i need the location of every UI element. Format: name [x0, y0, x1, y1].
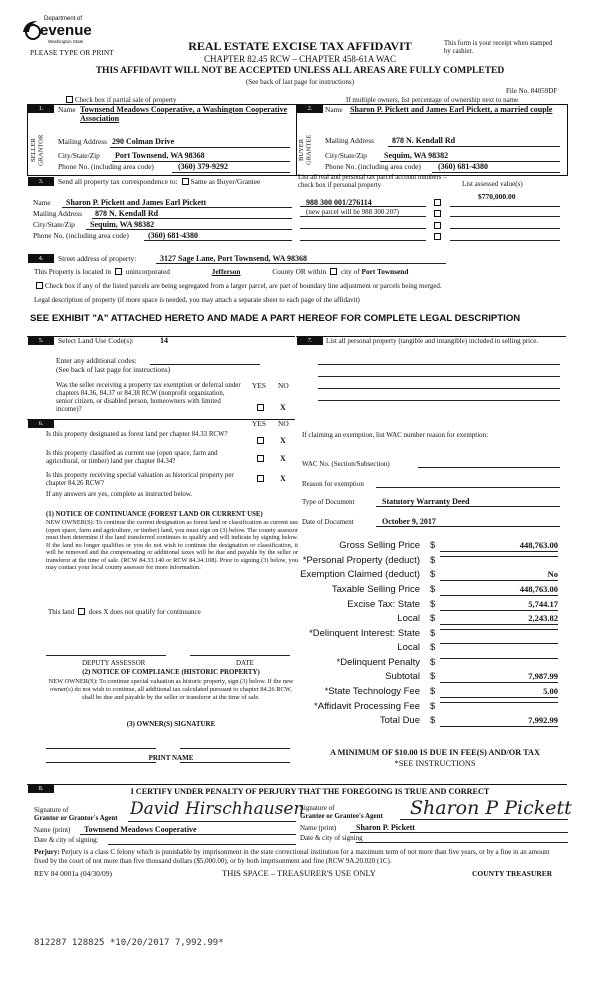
corr-mail-field[interactable]: 878 N. Kendall Rd: [95, 209, 159, 218]
street-field[interactable]: 3127 Sage Lane, Port Townsend, WA 98368: [160, 254, 307, 263]
parcel-number-1[interactable]: 988 300 001/276114: [306, 198, 372, 207]
parcel-header: List all real and personal tax parcel account numbers – check box if personal property: [298, 174, 447, 189]
continuance-checkbox[interactable]: [78, 608, 85, 615]
receipt-note: This form is your receipt when stamped by cashier.: [444, 40, 553, 55]
cashier-stamp: 812287 128825 *10/20/2017 7,992.99*: [34, 938, 224, 948]
seller-name-field[interactable]: Townsend Meadows Cooperative, a Washington Cooperative Association: [80, 105, 288, 124]
fee-gross-selling-price: Gross Selling Price $ 448,763.00: [339, 540, 558, 551]
partial-sale-row: Check box if partial sale of property: [64, 96, 176, 104]
assessed-header: List assessed value(s): [462, 180, 523, 188]
fee-taxable-selling-price: Taxable Selling Price $ 448,763.00: [331, 584, 558, 595]
doc-type-label: Type of Document: [302, 498, 355, 506]
form-title: REAL ESTATE EXCISE TAX AFFIDAVIT: [188, 39, 412, 53]
seller-mail-field[interactable]: 290 Colman Drive: [112, 137, 175, 146]
owner-signature-label: (3) OWNER(S) SIGNATURE: [126, 720, 216, 728]
deputy-assessor-label: DEPUTY ASSESSOR: [82, 659, 146, 667]
logo-state: Washington State: [48, 39, 84, 44]
logo-dept: Department of: [44, 16, 83, 22]
personal-property-checkbox-4[interactable]: [434, 233, 441, 240]
grantee-signature[interactable]: Sharon P Pickett: [410, 797, 572, 819]
reason-label: Reason for exemption: [302, 480, 364, 488]
minimum-note: A MINIMUM OF $10.00 IS DUE IN FEE(S) AND/OR TAX: [329, 748, 541, 757]
land-use-label: Select Land Use Code(s):: [58, 336, 134, 345]
buyer-city-label: City/State/Zip: [325, 151, 367, 160]
buyer-mail-field[interactable]: 878 N. Kendall Rd: [392, 136, 456, 145]
form-revision: REV 84 0001a (04/30/09): [34, 869, 112, 878]
seller-phone-label: Phone No. (including area code): [58, 162, 154, 171]
sec5-yes-header: YES: [252, 381, 266, 390]
fee-total-due: Total Due $ 7,992.99: [379, 715, 558, 726]
logo-swoosh-icon: [20, 18, 42, 40]
forest-no-answer[interactable]: X: [280, 436, 286, 445]
forest-yes-checkbox[interactable]: [257, 437, 264, 444]
form-see-back: (See back of last page for instructions): [245, 78, 355, 86]
grantor-signature[interactable]: David Hirschhausen: [130, 799, 305, 819]
current-use-question: Is this property classified as current use (open space, farm and agricultural, or timber) land per chapter 84.34?: [46, 450, 218, 465]
grantor-sig-label-2: Grantor or Grantor's Agent: [34, 814, 118, 822]
notice-compliance-title: (2) NOTICE OF COMPLIANCE (HISTORIC PROPERTY): [82, 669, 260, 676]
doc-date-field[interactable]: October 9, 2017: [382, 517, 436, 526]
city-field[interactable]: Port Townsend: [361, 267, 409, 276]
corr-city-field[interactable]: Sequim, WA 98382: [90, 220, 155, 229]
land-use-code-field[interactable]: 14: [160, 336, 168, 345]
print-note: PLEASE TYPE OR PRINT: [30, 48, 114, 57]
grantee-sig-label: Signature of: [300, 804, 335, 812]
location-row: This Property is located in unincorporated Jefferson County OR within city of Port Townsend: [34, 267, 409, 276]
grantee-sig-label-2: Grantee or Grantee's Agent: [300, 812, 383, 820]
corr-name-field[interactable]: Sharon P. Pickett and James Earl Pickett: [66, 198, 207, 207]
buyer-name-label: Name: [325, 105, 343, 114]
fee-personal-property: *Personal Property (deduct) $: [300, 556, 560, 570]
sec6-no-header: NO: [278, 419, 289, 428]
tax-corr-label: Send all property tax correspondence to: Same as Buyer/Grantee: [58, 177, 261, 186]
fee-excise-tax-state: Excise Tax: State $ 5,744.17: [347, 599, 558, 610]
seller-name-label: Name: [58, 105, 76, 114]
fee-delinquent-penalty: *Delinquent Penalty $: [300, 658, 560, 672]
notice-continuance-title: (1) NOTICE OF CONTINUANCE (FOREST LAND OR CURRENT USE): [46, 511, 263, 518]
historic-yes-checkbox[interactable]: [257, 475, 264, 482]
city-checkbox[interactable]: [330, 268, 337, 275]
buyer-phone-label: Phone No. (including area code): [325, 162, 421, 171]
fee-exemption-claimed: Exemption Claimed (deduct) $ No: [300, 569, 558, 580]
grantor-name-label: Name (print): [34, 826, 71, 834]
segregated-checkbox[interactable]: [36, 282, 43, 289]
sec5-no-header: NO: [278, 381, 289, 390]
grantor-sig-label: Signature of: [34, 806, 69, 814]
perjury-notice: Perjury: Perjury is a class C felony which is punishable by imprisonment in the state correctional institution for a maximum term of not more than five years, or by a fine in an amount fixed by the court of not more than five thousand dollars ($5,000.00), or by both imprisonment and fine (RCW 9A.20.020 (1C).: [34, 848, 550, 866]
multiple-owners-note: If multiple owners, list percentage of ownership next to name: [346, 96, 519, 104]
unincorporated-checkbox[interactable]: [115, 268, 122, 275]
buyer-city-field[interactable]: Sequim, WA 98382: [384, 151, 449, 160]
street-label: Street address of property:: [58, 254, 137, 263]
county-field[interactable]: Jefferson: [211, 267, 241, 276]
doc-type-field[interactable]: Statutory Warranty Deed: [382, 497, 470, 506]
grantor-date-label: Date & city of signing:: [34, 836, 99, 844]
logo-name: evenue: [40, 22, 92, 39]
treasurer-space-label: THIS SPACE – TREASURER'S USE ONLY: [222, 868, 376, 878]
section-4-tag: 4.: [28, 254, 54, 263]
buyer-name-field[interactable]: Sharon P. Pickett and James Earl Pickett, a married couple: [350, 105, 553, 114]
grantee-name-field[interactable]: Sharon P. Pickett: [356, 823, 415, 832]
seller-mail-label: Mailing Address: [58, 137, 108, 146]
corr-name-label: Name: [33, 198, 51, 207]
corr-mail-label: Mailing Address: [33, 209, 83, 218]
corr-phone-field[interactable]: (360) 681-4380: [148, 231, 198, 240]
personal-property-label: List all personal property (tangible and intangible) included in selling price.: [326, 337, 539, 345]
section-8-tag: 8.: [28, 784, 54, 793]
forest-question: Is this property designated as forest land per chapter 84.33 RCW?: [46, 431, 228, 438]
seller-phone-field[interactable]: (360) 379-9292: [178, 162, 228, 171]
fee-affidavit-processing: *Affidavit Processing Fee $: [300, 702, 560, 716]
historic-question: Is this property receiving special valuation as historical property per chapter 84.26 RCW?: [46, 472, 234, 487]
current-use-no-answer[interactable]: X: [280, 454, 286, 463]
form-warning: THIS AFFIDAVIT WILL NOT BE ACCEPTED UNLESS ALL AREAS ARE FULLY COMPLETED: [95, 66, 505, 76]
parcel-note: (new parcel will be 988 300 207): [306, 208, 399, 216]
sec6-yes-header: YES: [252, 419, 266, 428]
corr-phone-label: Phone No. (including area code): [33, 231, 129, 240]
grantor-name-field[interactable]: Townsend Meadows Cooperative: [84, 825, 197, 834]
grantee-date-label: Date & city of signing: [300, 834, 363, 842]
buyer-mail-label: Mailing Address: [325, 136, 375, 145]
grantee-name-label: Name (print): [300, 824, 337, 832]
fee-delinquent-interest-state: *Delinquent Interest: State $: [300, 629, 560, 643]
if-yes-note: If any answers are yes, complete as instructed below.: [46, 491, 193, 498]
partial-sale-checkbox[interactable]: [66, 96, 73, 103]
section-1-tag: 1.: [28, 104, 54, 113]
print-name-label: PRINT NAME: [148, 754, 194, 762]
personal-property-checkbox-2[interactable]: [434, 210, 441, 217]
file-number: File No. 84059DF: [506, 87, 558, 95]
see-instructions: *SEE INSTRUCTIONS: [394, 759, 476, 768]
current-use-yes-checkbox[interactable]: [257, 455, 264, 462]
exempt-question: Was the seller receiving a property tax exemption or deferral under chapters 84.36, 84.37 or 84.38 RCW (nonprofit organization, senior citizen, or disabled person, homeowners with limited income)?: [56, 382, 241, 413]
historic-no-answer[interactable]: X: [280, 474, 286, 483]
exemption-label: If claiming an exemption, list WAC number reason for exemption:: [302, 431, 489, 439]
same-as-buyer-checkbox[interactable]: [182, 178, 189, 185]
assessed-value-1[interactable]: $770,000.00: [478, 192, 516, 201]
exempt-no-answer[interactable]: X: [280, 403, 286, 412]
section-3-tag: 3.: [28, 177, 54, 186]
assessor-date-label: DATE: [236, 659, 254, 667]
wac-label: WAC No. (Section/Subsection): [302, 460, 390, 468]
doc-date-label: Date of Document: [302, 518, 354, 526]
county-treasurer-label: COUNTY TREASURER: [472, 869, 553, 878]
personal-property-checkbox-3[interactable]: [434, 222, 441, 229]
segregated-row: Check box if any of the listed parcels are being segregated from a larger parcel, are part of boundary line adjustment or parcels being merged.: [34, 282, 442, 290]
land-use-see-back: (See back of last page for instructions): [56, 365, 171, 374]
fee-delinquent-interest-local: Local $: [300, 643, 560, 657]
corr-city-label: City/State/Zip: [33, 220, 75, 229]
form-chapter: CHAPTER 82.45 RCW – CHAPTER 458-61A WAC: [204, 54, 396, 64]
legal-description-label: Legal description of property (if more space is needed, you may attach a separate sheet to each page of the affidavit): [34, 296, 360, 304]
notice-compliance-body: NEW OWNER(S): To continue special valuation as historic property, sign (3) below. If the new owner(s) do not wish to continue, all additional tax calculated pursuant to chapter 84.26 RCW, shall be due and payable by the seller or transferor at the time of sale.: [48, 678, 294, 701]
revenue-logo: [20, 14, 90, 48]
seller-city-label: City/State/Zip: [58, 151, 100, 160]
section-6-tag: 6.: [28, 419, 54, 428]
exhibit-text: SEE EXHIBIT "A" ATTACHED HERETO AND MADE A PART HEREOF FOR COMPLETE LEGAL DESCRIPTION: [30, 313, 521, 324]
buyer-phone-field[interactable]: (360) 681-4380: [438, 162, 488, 171]
fee-state-technology: *State Technology Fee $ 5.00: [324, 686, 558, 697]
fee-subtotal: Subtotal $ 7,987.99: [385, 671, 558, 682]
seller-city-field[interactable]: Port Townsend, WA 98368: [115, 151, 205, 160]
notice-continuance-body: NEW OWNER(S): To continue the current designation as forest land or classification as current use (open space, farm and agriculture, or timber) land, you must sign on (3) below. The county assessor must then determine if the land transferred continues to qualify and will indicate by signing below. If the land no longer qualifies or you do not wish to continue the designation or classification, it will be removed and the compensating or additional taxes will be due and payable by the seller or transferor at the time of sale. (RCW 84.33.140 or RCW 84.34.108). Prior to signing (3) below, you may contact your local county assessor for more information.: [46, 519, 298, 572]
certify-text: I CERTIFY UNDER PENALTY OF PERJURY THAT THE FOREGOING IS TRUE AND CORRECT: [130, 787, 490, 796]
section-5-tag: 5.: [28, 336, 54, 345]
fee-excise-tax-local: Local $ 2,243.82: [397, 613, 558, 624]
seller-side-label: SELLER GRANTOR: [30, 134, 45, 166]
exempt-yes-checkbox[interactable]: [257, 404, 264, 411]
personal-property-checkbox-1[interactable]: [434, 199, 441, 206]
buyer-side-label: BUYER GRANTEE: [298, 134, 313, 166]
continuance-row: This land does X does not qualify for continuance: [48, 608, 201, 616]
additional-codes-label: Enter any additional codes:: [56, 356, 137, 365]
section-2-tag: 2.: [297, 104, 323, 113]
section-7-tag: 7.: [297, 336, 323, 345]
